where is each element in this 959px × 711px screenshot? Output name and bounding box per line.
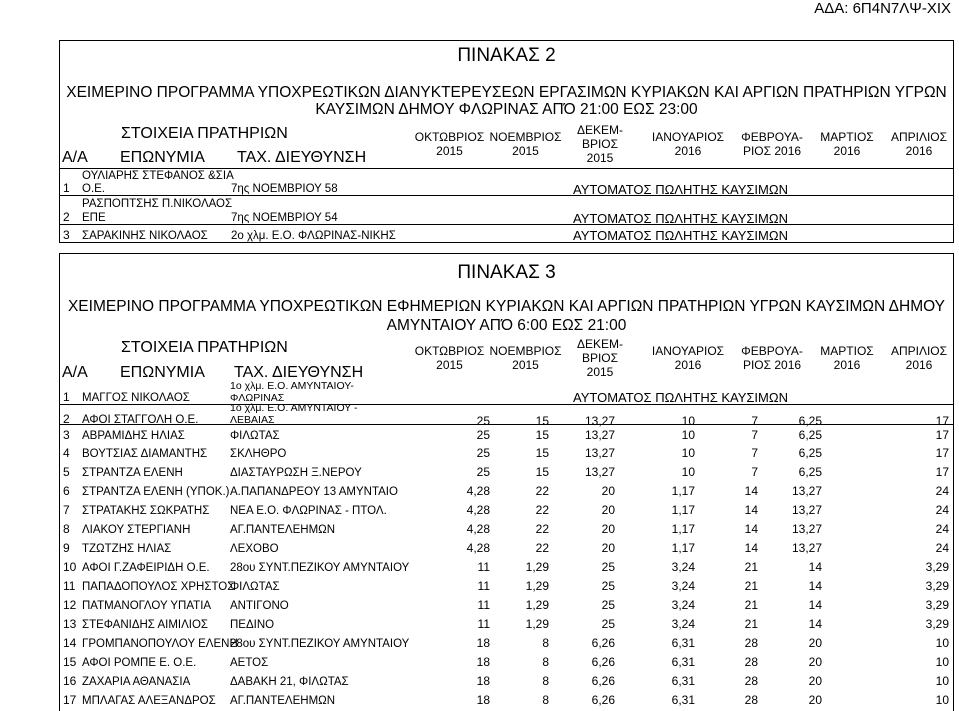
row-number: 13 [63, 617, 77, 631]
station-name-suffix: Ο.Ε. [82, 183, 106, 195]
row-number: 15 [63, 655, 77, 669]
table-row [60, 671, 953, 690]
schedule-value: 6,31 [671, 674, 695, 688]
row-number: 2 [63, 412, 70, 426]
schedule-value: 1,17 [671, 541, 695, 555]
station-address: ΑΝΤΙΓΟΝΟ [230, 600, 289, 612]
table-row [60, 633, 953, 652]
schedule-value: 8 [542, 674, 549, 688]
schedule-value: 3,24 [671, 560, 695, 574]
schedule-value: 10 [935, 693, 949, 707]
station-name: ΠΑΤΜΑΝΟΓΛΟΥ ΥΠΑΤΙΑ [82, 600, 212, 612]
month-march-header: ΜΑΡΤΙΟΣ 2016 [820, 130, 874, 158]
station-address: ΑΓ.ΠΑΝΤΕΛΕΗΜΩΝ [230, 524, 336, 536]
table-row [60, 614, 953, 633]
schedule-value: 22 [535, 522, 549, 536]
schedule-value: 15 [535, 414, 549, 428]
row-number: 11 [63, 579, 76, 593]
table-row [60, 168, 953, 195]
row-number: 2 [63, 210, 70, 224]
schedule-value: 20 [601, 503, 615, 517]
schedule-value: 13,27 [584, 446, 615, 460]
station-address: 1ο χλμ. Ε.Ο. ΑΜΥΝΤΑΙΟΥ - [230, 402, 358, 414]
schedule-value: 4,28 [466, 503, 490, 517]
schedule-value: 21 [744, 617, 758, 631]
station-address: ΛΕΧΟΒΟ [230, 543, 279, 555]
schedule-value: 4,28 [466, 522, 490, 536]
schedule-value: 28 [744, 693, 758, 707]
col-name-header: ΕΠΩΝΥΜΙΑ [120, 149, 205, 166]
schedule-value: 14 [808, 617, 822, 631]
schedule-value: 15 [535, 465, 549, 479]
row-number: 5 [63, 465, 70, 479]
station-name: ΒΟΥΤΣΙΑΣ ΔΙΑΜΑΝΤΗΣ [82, 448, 208, 460]
table-2-title: ΠΙΝΑΚΑΣ 2 [457, 45, 556, 66]
schedule-value: 10 [681, 428, 695, 442]
schedule-value: 20 [601, 541, 615, 555]
col-address-header: ΤΑΧ. ΔΙΕΥΘΥΝΣΗ [237, 149, 367, 166]
table-2-description-line1: ΧΕΙΜΕΡΙΝΟ ΠΡΟΓΡΑΜΜΑ ΥΠΟΧΡΕΩΤΙΚΩΝ ΔΙΑΝΥΚΤΕΡΕΥΣΕΩΝ ΕΡΓΑΣΙΜΩΝ ΚΥΡΙΑΚΩΝ ΚΑΙ ΑΡΓΙΩΝ ΠΡΑΤΗΡΙΩΝ ΥΓΡΩΝ [66, 84, 947, 101]
schedule-value: 14 [744, 541, 758, 555]
schedule-value: 20 [808, 636, 822, 650]
station-name: ΣΤΡΑΤΑΚΗΣ ΣΩΚΡΑΤΗΣ [82, 505, 210, 517]
row-number: 9 [63, 541, 70, 555]
schedule-value: 10 [681, 414, 695, 428]
station-name: ΑΦΟΙ Γ.ΖΑΦΕΙΡΙΔΗ Ο.Ε. [82, 562, 210, 574]
schedule-value: 3,29 [925, 579, 949, 593]
station-address: 28ου ΣΥΝΤ.ΠΕΖΙΚΟΥ ΑΜΥΝΤΑΙΟΥ [230, 638, 410, 650]
schedule-value: 3,24 [671, 598, 695, 612]
schedule-value: 13,27 [584, 414, 615, 428]
schedule-value: 3,29 [925, 598, 949, 612]
schedule-value: 14 [808, 598, 822, 612]
schedule-value: 20 [601, 484, 615, 498]
station-name: ΤΖΩΤΖΗΣ ΗΛΙΑΣ [82, 543, 172, 555]
station-name: ΟΥΛΙΑΡΗΣ ΣΤΕΦΑΝΟΣ &ΣΙΑ [82, 170, 234, 182]
schedule-value: 25 [476, 465, 490, 479]
table-3 [59, 253, 954, 711]
station-address: ΑΕΤΟΣ [230, 657, 269, 669]
schedule-value: 28 [744, 655, 758, 669]
month-january-header: ΙΑΝΟΥΑΡΙΟΣ 2016 [651, 130, 725, 158]
schedule-value: 8 [542, 693, 549, 707]
month-november-header: ΝΟΕΜΒΡΙΟΣ 2015 [489, 130, 562, 158]
row-number: 17 [63, 693, 77, 707]
month-november-header: ΝΟΕΜΒΡΙΟΣ 2015 [489, 344, 562, 372]
row-number: 3 [63, 428, 70, 442]
schedule-value: 11 [477, 579, 490, 593]
station-address: 7ης ΝΟΕΜΒΡΙΟΥ 58 [231, 183, 338, 195]
schedule-value: 14 [744, 484, 758, 498]
schedule-value: 6,26 [591, 693, 615, 707]
schedule-value: 6,25 [798, 428, 822, 442]
col-aa-header: Α/Α [62, 364, 88, 381]
station-address: 28ου ΣΥΝΤ.ΠΕΖΙΚΟΥ ΑΜΥΝΤΑΙΟΥ [230, 562, 410, 574]
schedule-value: 6,25 [798, 446, 822, 460]
row-number: 8 [63, 522, 70, 536]
table-row [60, 402, 953, 428]
station-name: ΖΑΧΑΡΙΑ ΑΘΑΝΑΣΙΑ [82, 676, 191, 688]
station-name: ΑΦΟΙ ΣΤΑΓΓΟΛΗ Ο.Ε. [82, 414, 199, 426]
table-row [60, 519, 953, 538]
station-data-header: ΣΤΟΙΧΕΙΑ ΠΡΑΤΗΡΙΩΝ [121, 339, 288, 356]
schedule-value: 1,17 [671, 503, 695, 517]
row-number: 7 [63, 503, 70, 517]
row-number: 10 [63, 560, 77, 574]
table-row [60, 500, 953, 519]
row-number: 6 [63, 484, 70, 498]
schedule-value: 11 [477, 598, 490, 612]
schedule-value: 14 [744, 522, 758, 536]
table-2-description-line2: ΚΑΥΣΙΜΩΝ ΔΗΜΟΥ ΦΛΩΡΙΝΑΣ ΑΠΌ 21:00 ΕΩΣ 23:00 [315, 101, 698, 118]
schedule-value: 4,28 [466, 541, 490, 555]
row-number: 16 [63, 674, 77, 688]
col-name-header: ΕΠΩΝΥΜΙΑ [120, 364, 205, 381]
auto-seller-note: ΑΥΤΟΜΑΤΟΣ ΠΩΛΗΤΗΣ ΚΑΥΣΙΜΩΝ [573, 182, 788, 197]
table-2 [59, 40, 954, 243]
row-number: 3 [63, 228, 70, 242]
table-3-description-line2: ΑΜΥΝΤΑΙΟΥ ΑΠΌ 6:00 ΕΩΣ 21:00 [386, 317, 627, 334]
schedule-value: 22 [535, 484, 549, 498]
col-address-header: ΤΑΧ. ΔΙΕΥΘΥΝΣΗ [234, 364, 364, 381]
schedule-value: 24 [935, 522, 949, 536]
table-row [60, 576, 953, 595]
table-row [60, 481, 953, 500]
schedule-value: 3,29 [925, 617, 949, 631]
station-name: ΜΑΓΓΟΣ ΝΙΚΟΛΑΟΣ [82, 392, 190, 404]
station-address: 7ης ΝΟΕΜΒΡΙΟΥ 54 [231, 212, 338, 224]
schedule-value: 24 [935, 484, 949, 498]
station-name: ΡΑΣΠΟΠΤΣΗΣ Π.ΝΙΚΟΛΑΟΣ [82, 198, 233, 210]
schedule-value: 10 [935, 636, 949, 650]
station-name: ΣΤΡΑΝΤΖΑ ΕΛΕΝΗ (ΥΠΟΚ.) [82, 486, 230, 498]
schedule-value: 6,31 [671, 636, 695, 650]
table-row [60, 538, 953, 557]
schedule-value: 1,17 [671, 484, 695, 498]
schedule-value: 24 [935, 541, 949, 555]
schedule-value: 17 [935, 446, 949, 460]
schedule-value: 13,27 [584, 465, 615, 479]
schedule-value: 11 [477, 617, 490, 631]
station-name: ΣΤΕΦΑΝΙΔΗΣ ΑΙΜΙΛΙΟΣ [82, 619, 209, 631]
schedule-value: 14 [808, 560, 822, 574]
row-number: 14 [63, 636, 77, 650]
schedule-value: 1,29 [525, 560, 549, 574]
schedule-value: 13,27 [791, 503, 822, 517]
station-address: 2ο χλμ. Ε.Ο. ΦΛΩΡΙΝΑΣ-ΝΙΚΗΣ [231, 230, 396, 242]
schedule-value: 7 [751, 414, 758, 428]
schedule-value: 3,24 [671, 617, 695, 631]
schedule-value: 18 [476, 655, 490, 669]
station-name-suffix: ΕΠΕ [82, 212, 106, 224]
schedule-value: 21 [744, 579, 758, 593]
schedule-value: 6,26 [591, 674, 615, 688]
row-number: 1 [63, 181, 70, 195]
month-december-header: ΔΕΚΕΜ- ΒΡΙΟΣ 2015 [576, 123, 624, 165]
table-row [60, 380, 953, 405]
schedule-value: 28 [744, 636, 758, 650]
schedule-value: 7 [751, 446, 758, 460]
schedule-value: 25 [601, 598, 615, 612]
schedule-value: 25 [476, 446, 490, 460]
schedule-value: 28 [744, 674, 758, 688]
station-address: 1ο χλμ. Ε.Ο. ΑΜΥΝΤΑΙΟΥ- [230, 380, 354, 392]
station-name: ΛΙΑΚΟΥ ΣΤΕΡΓΙΑΝΗ [82, 524, 191, 536]
schedule-value: 18 [476, 674, 490, 688]
month-december-header: ΔΕΚΕΜ- ΒΡΙΟΣ 2015 [576, 337, 624, 379]
table-row [60, 424, 953, 443]
station-name: ΣΑΡΑΚΙΝΗΣ ΝΙΚΟΛΑΟΣ [82, 230, 208, 242]
schedule-value: 11 [477, 560, 490, 574]
schedule-value: 7 [751, 428, 758, 442]
station-address: ΦΙΛΩΤΑΣ [230, 581, 280, 593]
schedule-value: 17 [935, 428, 949, 442]
table-row [60, 557, 953, 576]
station-data-header: ΣΤΟΙΧΕΙΑ ΠΡΑΤΗΡΙΩΝ [121, 125, 288, 142]
month-april-header: ΑΠΡΙΛΙΟΣ 2016 [890, 130, 948, 158]
schedule-value: 7 [751, 465, 758, 479]
schedule-value: 3,29 [925, 560, 949, 574]
schedule-value: 17 [935, 465, 949, 479]
schedule-value: 1,29 [525, 617, 549, 631]
schedule-value: 18 [476, 693, 490, 707]
document-id: ΑΔΑ: 6Π4Ν7ΛΨ-ΧΙΧ [814, 0, 951, 17]
schedule-value: 14 [808, 579, 822, 593]
schedule-value: 6,26 [591, 636, 615, 650]
table-row [60, 690, 953, 710]
station-address-line2: ΛΕΒΑΙΑΣ [230, 414, 275, 426]
schedule-value: 10 [935, 674, 949, 688]
schedule-value: 20 [601, 522, 615, 536]
table-3-description-line1: ΧΕΙΜΕΡΙΝΟ ΠΡΟΓΡΑΜΜΑ ΥΠΟΧΡΕΩΤΙΚΩΝ ΕΦΗΜΕΡΙΩΝ ΚΥΡΙΑΚΩΝ ΚΑΙ ΑΡΓΙΩΝ ΠΡΑΤΗΡΙΩΝ ΥΓΡΩΝ ΚΑΥΣΙΜΩΝ ΔΗΜΟΥ [67, 298, 946, 315]
schedule-value: 25 [601, 579, 615, 593]
schedule-value: 25 [476, 428, 490, 442]
schedule-value: 10 [935, 655, 949, 669]
month-march-header: ΜΑΡΤΙΟΣ 2016 [820, 344, 874, 372]
station-address: ΑΓ.ΠΑΝΤΕΛΕΗΜΩΝ [230, 695, 336, 707]
table-row [60, 224, 953, 243]
month-october-header: ΟΚΤΩΒΡΙΟΣ 2015 [414, 130, 485, 158]
station-address: ΝΕΑ Ε.Ο. ΦΛΩΡΙΝΑΣ - ΠΤΟΛ. [230, 505, 387, 517]
month-january-header: ΙΑΝΟΥΑΡΙΟΣ 2016 [651, 344, 725, 372]
schedule-value: 1,29 [525, 598, 549, 612]
station-name: ΣΤΡΑΝΤΖΑ ΕΛΕΝΗ [82, 467, 183, 479]
station-name: ΠΑΠΑΔΟΠΟΥΛΟΣ ΧΡΗΣΤΟΣ [82, 581, 235, 593]
schedule-value: 13,27 [584, 428, 615, 442]
schedule-value: 13,27 [791, 541, 822, 555]
table-row [60, 595, 953, 614]
schedule-value: 13,27 [791, 522, 822, 536]
station-address: ΠΕΔΙΝΟ [230, 619, 275, 631]
station-name: ΓΡΟΜΠΑΝΟΠΟΥΛΟΥ ΕΛΕΝΗ [82, 638, 238, 650]
month-february-header: ΦΕΒΡΟΥΑ- ΡΙΟΣ 2016 [741, 344, 803, 372]
table-row [60, 195, 953, 224]
schedule-value: 6,26 [591, 655, 615, 669]
row-number: 12 [63, 598, 77, 612]
month-february-header: ΦΕΒΡΟΥΑ- ΡΙΟΣ 2016 [741, 130, 803, 158]
table-row [60, 443, 953, 462]
schedule-value: 18 [476, 636, 490, 650]
schedule-value: 6,25 [798, 414, 822, 428]
schedule-value: 6,25 [798, 465, 822, 479]
schedule-value: 20 [808, 655, 822, 669]
auto-seller-note: ΑΥΤΟΜΑΤΟΣ ΠΩΛΗΤΗΣ ΚΑΥΣΙΜΩΝ [573, 228, 788, 243]
schedule-value: 22 [535, 541, 549, 555]
station-address: ΔΑΒΑΚΗ 21, ΦΙΛΩΤΑΣ [230, 676, 349, 688]
schedule-value: 3,24 [671, 579, 695, 593]
schedule-value: 22 [535, 503, 549, 517]
station-address: ΔΙΑΣΤΑΥΡΩΣΗ Ξ.ΝΕΡΟΥ [230, 467, 362, 479]
table-row [60, 652, 953, 671]
month-october-header: ΟΚΤΩΒΡΙΟΣ 2015 [414, 344, 485, 372]
schedule-value: 10 [681, 465, 695, 479]
auto-seller-note: ΑΥΤΟΜΑΤΟΣ ΠΩΛΗΤΗΣ ΚΑΥΣΙΜΩΝ [573, 390, 788, 405]
row-number: 4 [63, 446, 70, 460]
table-3-title: ΠΙΝΑΚΑΣ 3 [457, 262, 556, 283]
station-name: ΜΠΛΑΓΑΣ ΑΛΕΞΑΝΔΡΟΣ [82, 695, 216, 707]
schedule-value: 8 [542, 636, 549, 650]
schedule-value: 25 [601, 617, 615, 631]
schedule-value: 6,31 [671, 693, 695, 707]
station-address: Α.ΠΑΠΑΝΔΡΕΟΥ 13 ΑΜΥΝΤΑΙΟ [230, 486, 398, 498]
schedule-value: 13,27 [791, 484, 822, 498]
schedule-value: 17 [935, 414, 949, 428]
schedule-value: 10 [681, 446, 695, 460]
schedule-value: 8 [542, 655, 549, 669]
station-address: ΦΙΛΩΤΑΣ [230, 430, 280, 442]
schedule-value: 25 [476, 414, 490, 428]
schedule-value: 4,28 [466, 484, 490, 498]
auto-seller-note: ΑΥΤΟΜΑΤΟΣ ΠΩΛΗΤΗΣ ΚΑΥΣΙΜΩΝ [573, 211, 788, 226]
station-address: ΣΚΛΗΘΡΟ [230, 448, 287, 460]
schedule-value: 15 [535, 428, 549, 442]
schedule-value: 1,17 [671, 522, 695, 536]
schedule-value: 14 [744, 503, 758, 517]
month-april-header: ΑΠΡΙΛΙΟΣ 2016 [890, 344, 948, 372]
col-aa-header: Α/Α [62, 149, 88, 166]
schedule-value: 21 [744, 560, 758, 574]
table-row [60, 462, 953, 481]
schedule-value: 15 [535, 446, 549, 460]
station-name: ΑΒΡΑΜΙΔΗΣ ΗΛΙΑΣ [82, 430, 185, 442]
schedule-value: 1,29 [525, 579, 549, 593]
row-number: 1 [63, 390, 70, 404]
schedule-value: 21 [744, 598, 758, 612]
schedule-value: 24 [935, 503, 949, 517]
schedule-value: 25 [601, 560, 615, 574]
schedule-value: 20 [808, 693, 822, 707]
station-name: ΑΦΟΙ ΡΟΜΠΕ Ε. Ο.Ε. [82, 657, 197, 669]
schedule-value: 6,31 [671, 655, 695, 669]
station-address-line2: ΦΛΩΡΙΝΑΣ [230, 392, 285, 404]
schedule-value: 20 [808, 674, 822, 688]
